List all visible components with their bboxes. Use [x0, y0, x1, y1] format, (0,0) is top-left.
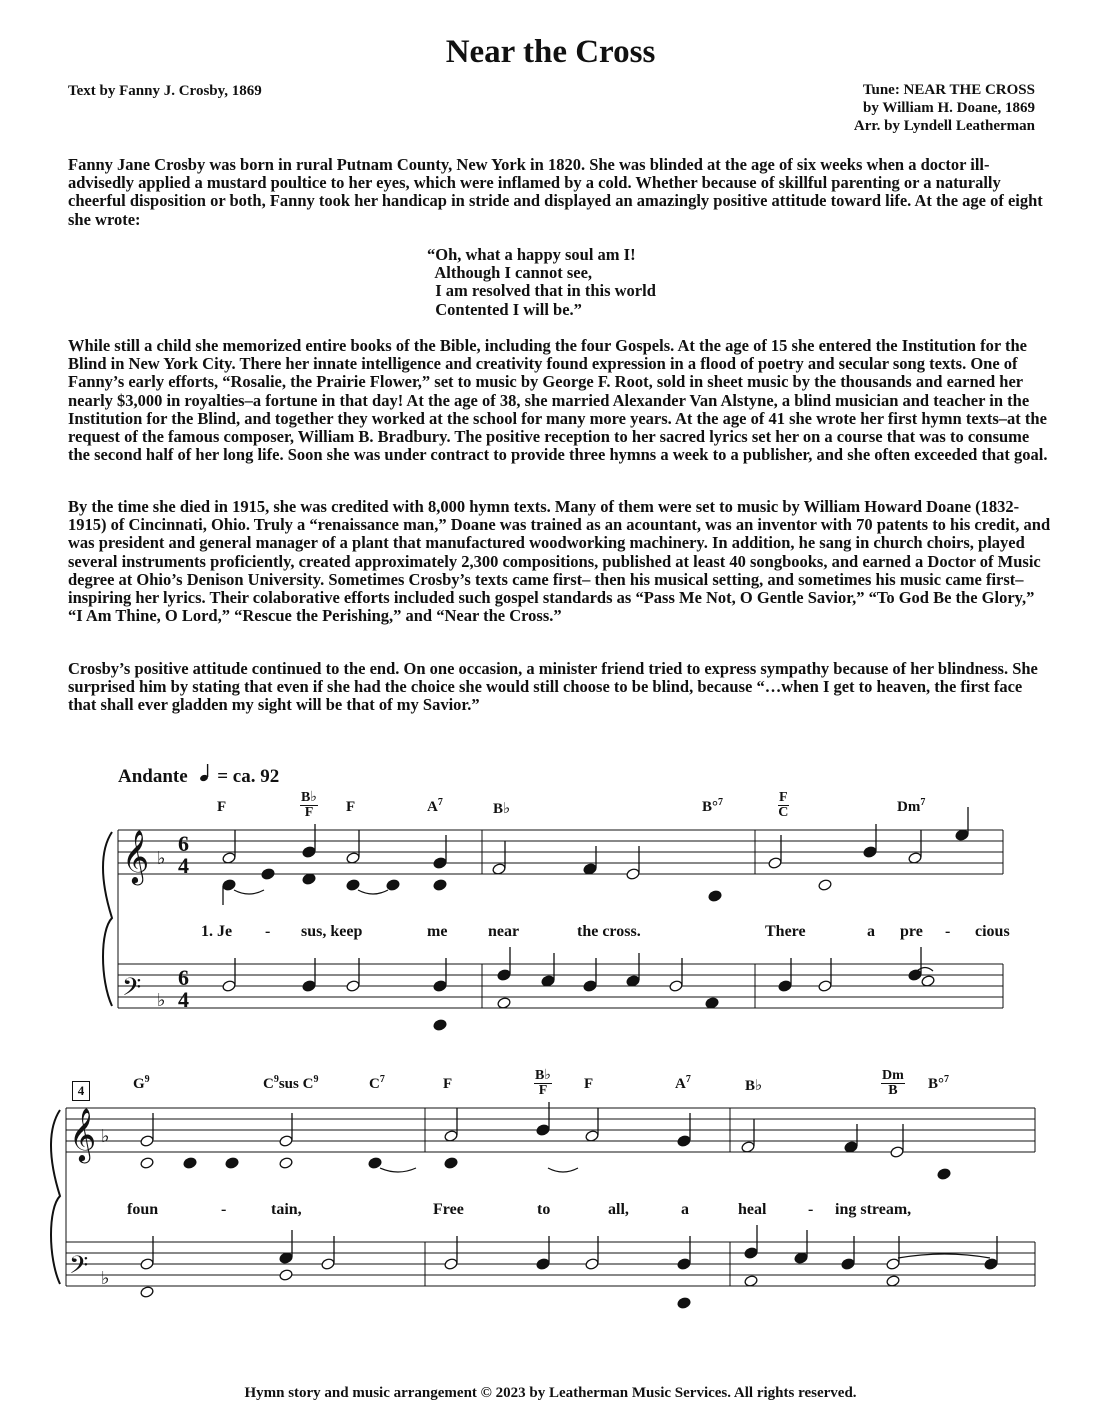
chord-root: C: [369, 1076, 380, 1092]
lyric-syllable: 1. Je: [201, 923, 233, 940]
chord-root: Dm: [897, 799, 921, 815]
treble-staff-lines: [66, 1108, 1035, 1152]
copyright-footer: Hymn story and music arrangement © 2023 by Leatherman Music Services. All rights reserved.: [244, 1385, 857, 1401]
chord-extension: 7: [685, 1074, 691, 1085]
quote-line: Contented I will be.”: [427, 299, 582, 319]
time-signature-top: 6: [178, 965, 189, 990]
lyric-syllable: sus, keep: [301, 923, 363, 940]
chord-root: B°: [928, 1076, 945, 1092]
lyric-syllable: ing stream,: [835, 1201, 912, 1218]
chord-root: C: [263, 1076, 274, 1092]
chord-symbol: B♭: [745, 1078, 763, 1094]
chord-extension: 9: [313, 1074, 319, 1085]
bass-staff-lines: [118, 964, 1003, 1008]
lyric-syllable: tain,: [271, 1201, 302, 1218]
measure-number: 4: [72, 1081, 90, 1101]
lyric-hyphen: -: [265, 923, 271, 940]
lyric-syllable: to: [537, 1201, 551, 1218]
tempo-value: = ca. 92: [217, 766, 280, 787]
lyric-syllable: Free: [433, 1201, 464, 1218]
chord-extension: 7: [920, 797, 926, 808]
chord-extension: 7: [379, 1074, 385, 1085]
flat-icon: ♭: [101, 1268, 110, 1289]
chord-top: F: [779, 790, 788, 805]
chord-symbol: F: [443, 1076, 453, 1092]
lyric-syllable: all,: [608, 1201, 629, 1218]
tie-marks: [234, 890, 990, 1258]
lyric-syllable: heal: [738, 1201, 767, 1218]
bass-notes: [222, 947, 935, 1031]
quote-line: Although I cannot see,: [427, 263, 593, 283]
story-paragraph-4: Crosby’s positive attitude continued to the end. On one occasion, a minister friend tried to express sympathy because of her blindness. She surprised him by stating that even if she had the choice she would still choose to be blind, because “…when I get to heaven, the first face that shall ever gladden my sight will be that of my Savior.”: [68, 659, 1038, 715]
chord-top: Dm: [882, 1068, 904, 1083]
composer-line: by William H. Doane, 1869: [863, 100, 1035, 116]
flat-icon: ♭: [157, 848, 166, 869]
lyric-hyphen: -: [945, 923, 951, 940]
chord-extension: 7: [437, 797, 443, 808]
time-signature-bottom: 4: [178, 987, 189, 1012]
lyric-hyphen: -: [808, 1201, 814, 1218]
time-signature-bottom: 4: [178, 853, 189, 878]
tempo-word: Andante: [118, 766, 188, 787]
arranger-line: Arr. by Lyndell Leatherman: [853, 118, 1035, 134]
chord-symbol: F: [346, 799, 356, 815]
chord-symbol: F: [584, 1076, 594, 1092]
brace-icon: [103, 832, 112, 1006]
lyric-syllable: me: [427, 923, 448, 940]
chord-extension: 9: [273, 1074, 279, 1085]
chord-extension: 7: [944, 1074, 950, 1085]
treble-clef-icon: 𝄞: [69, 1107, 97, 1161]
quote-line: “Oh, what a happy soul am I!: [427, 245, 636, 264]
lyric-syllable: foun: [127, 1201, 159, 1218]
chord-bass: F: [538, 1083, 548, 1098]
bass-clef-icon: 𝄢: [69, 1251, 89, 1286]
chord-root: G: [133, 1076, 145, 1092]
brace-icon: [51, 1110, 60, 1284]
chord-bass: C: [778, 805, 789, 820]
time-signature-top: 6: [178, 831, 189, 856]
story-paragraph-1: Fanny Jane Crosby was born in rural Putnam County, New York in 1820. She was blinded at the age of six weeks when a doctor ill-advisedly applied a mustard poultice to her eyes, which were inflamed by a cold. Whether because of skillful parenting or a naturally cheerful disposition or both, Fanny took her handicap in stride and displayed an amazingly positive attitude toward life. At the age of eight she wrote:: [68, 155, 1043, 229]
page-title: Near the Cross: [445, 34, 656, 70]
chord-top: B♭: [301, 790, 317, 805]
quote-line: I am resolved that in this world: [427, 281, 656, 301]
lyric-syllable: a: [681, 1201, 689, 1218]
chord-extension: 7: [718, 797, 724, 808]
flat-icon: ♭: [157, 990, 166, 1011]
text-credit: Text by Fanny J. Crosby, 1869: [68, 83, 262, 99]
story-paragraph-2: While still a child she memorized entire books of the Bible, including the four Gospels. At the age of 15 she entered the Institution for the Blind in New York City. There her innate intelligence and creativity found expression in a flood of poetry and secular song texts. One of Fanny’s early efforts, “Rosalie, the Prairie Flower,” set to music by George F. Root, sold in sheet music by the thousands and earned her nearly $3,000 in royalties–a fortune in that day! At the age of 38, she married Alexander Van Alstyne, a blind musician and teacher in the Institution for the Blind, and together they worked at the school for many more years. At the age of 41 she wrote her first hymn texts–at the request of the famous composer, William B. Bradbury. The positive reception to her sacred lyrics set her on a course that was to consume the second half of her long life. Soon she was under contract to provide three hymns a week to a publisher, and she often exceeded that goal.: [68, 336, 1048, 465]
bass-notes: [140, 1225, 998, 1309]
chord-symbol: B♭: [493, 801, 511, 817]
chord-extension: 9: [144, 1074, 150, 1085]
chord-root: A: [427, 799, 438, 815]
lyric-syllable: a: [867, 923, 875, 940]
treble-notes: [222, 807, 969, 905]
tune-line: Tune: NEAR THE CROSS: [862, 82, 1035, 98]
bass-clef-icon: 𝄢: [122, 973, 142, 1008]
chord-symbol: F: [217, 799, 227, 815]
chord-root: A: [675, 1076, 686, 1092]
chord-root: B°: [702, 799, 719, 815]
lyric-syllable: There: [765, 923, 806, 940]
chord-top: B♭: [535, 1068, 551, 1083]
chord-bass: B: [888, 1083, 898, 1098]
chord-suffix: sus C: [278, 1076, 314, 1092]
story-paragraph-3: By the time she died in 1915, she was credited with 8,000 hymn texts. Many of them were set to music by William Howard Doane (1832-1915) of Cincinnati, Ohio. Truly a “renaissance man,” Doane was trained as an acountant, was an inventor with 70 patents to his credit, and was president and general manager of a plant that manufactured woodworking machinery. In addition, he sang in church choirs, played several instruments proficiently, created approximately 2,300 compositions, published at least 40 songbooks, and earned a Doctor of Music degree at Ohio’s Denison University. Sometimes Crosby’s texts came first– then his musical setting, and sometimes his music came first–inspiring her lyrics. Their colaborative efforts included such gospel standards as “Pass Me Not, O Gentle Savior,” “To God Be the Glory,” “I Am Thine, O Lord,” “Rescue the Perishing,” and “Near the Cross.”: [68, 497, 1051, 626]
chord-bass: F: [304, 805, 314, 820]
lyric-syllable: pre: [900, 923, 923, 940]
flat-icon: ♭: [101, 1126, 110, 1147]
lyric-syllable: cious: [975, 923, 1010, 940]
treble-clef-icon: 𝄞: [122, 829, 150, 883]
lyric-syllable: the cross.: [577, 923, 641, 940]
lyric-hyphen: -: [221, 1201, 227, 1218]
lyric-syllable: near: [488, 923, 520, 940]
